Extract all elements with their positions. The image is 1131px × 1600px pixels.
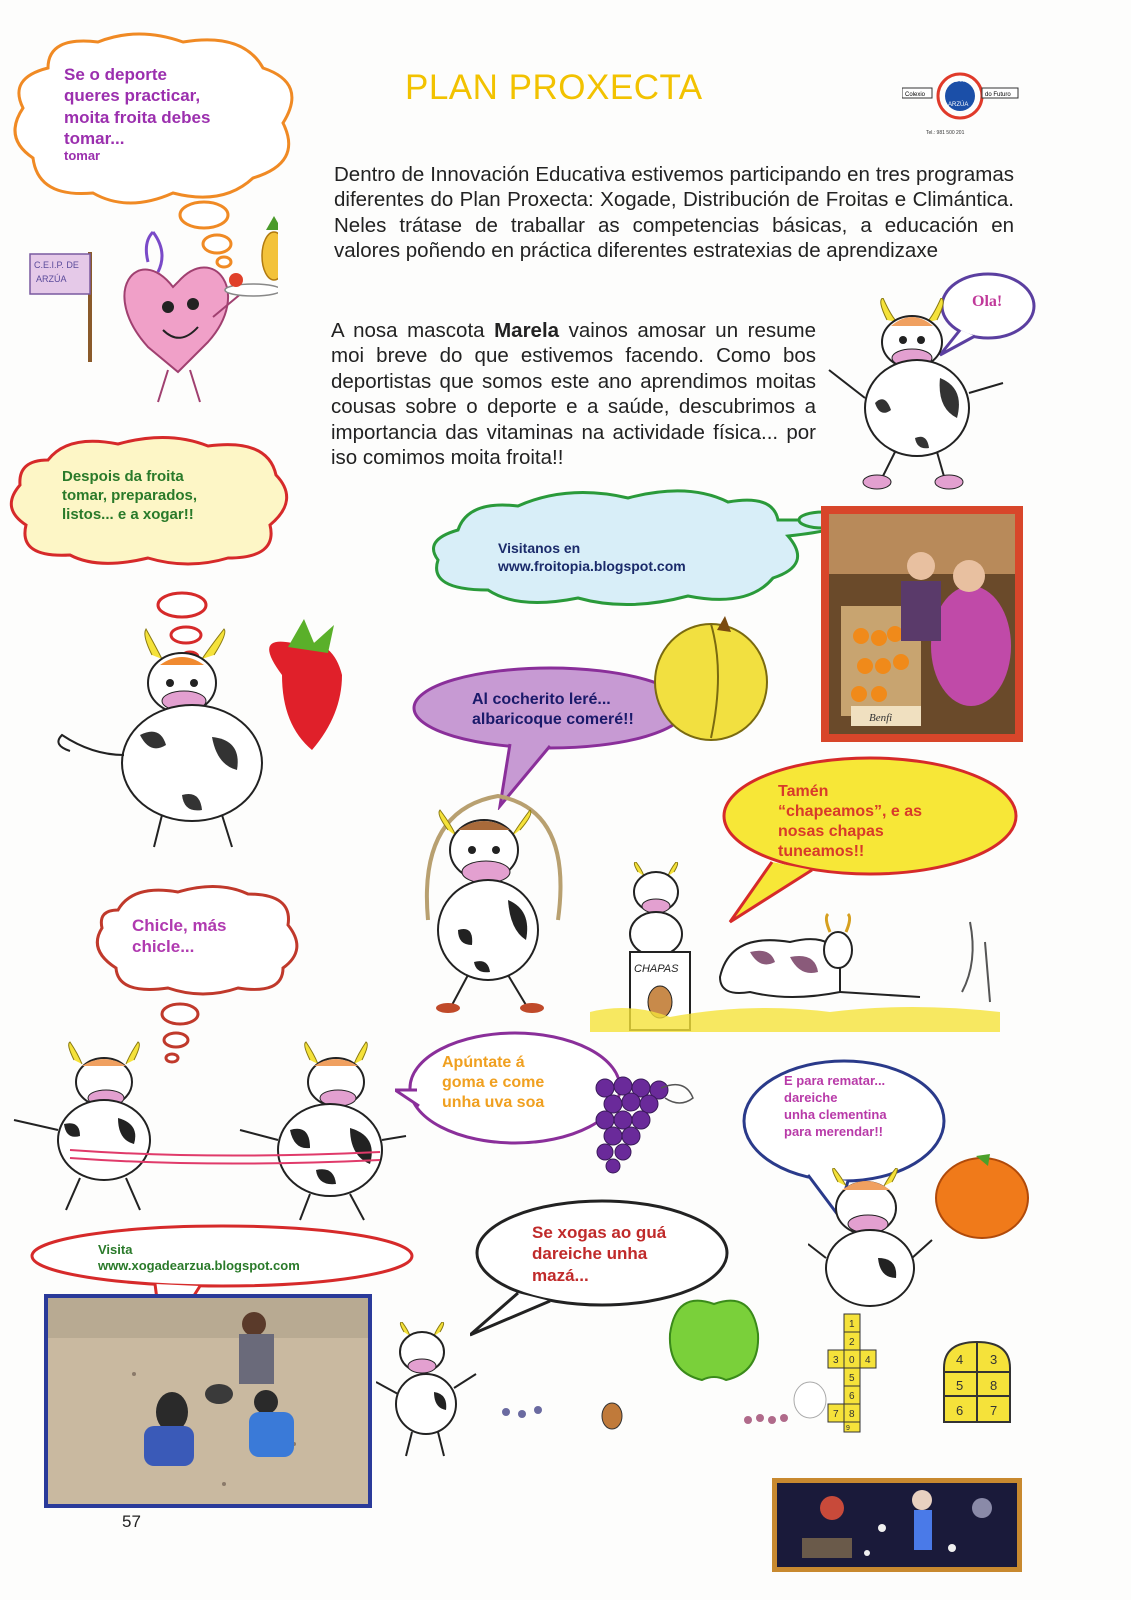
mascot-text-before: A nosa mascota	[331, 319, 495, 342]
photo-collage-mural	[772, 1478, 1022, 1572]
bubble-goma-text: Apúntate á goma e come unha uva soa	[442, 1054, 545, 1111]
bubble-rematar-text: E para rematar... dareiche unha clementina para merendar!!	[784, 1073, 887, 1139]
logo-right-text: do Futuro	[985, 92, 1011, 98]
cow-strawberry-drawing	[42, 615, 362, 865]
bubble-deporte-text: Se o deporte queres practicar, moita froita debes tomar... tomar	[64, 65, 211, 163]
hop2-num-4: 4	[956, 1352, 964, 1367]
photo-fruit-distribution	[821, 506, 1023, 742]
benfi-label: Benfi	[869, 712, 893, 724]
hop2-num-8: 8	[990, 1378, 998, 1393]
hop-num-2: 2	[849, 1337, 855, 1348]
mascot-paragraph	[331, 318, 816, 470]
logo-top-text: C.E.I.P.	[950, 78, 967, 84]
flag-text-2: ARZÚA	[36, 274, 67, 284]
bubble-chicle-text: Chicle, más chicle...	[132, 916, 227, 957]
chapas-cows-drawing	[590, 862, 1010, 1032]
logo-center-text: ARZÚA	[948, 102, 969, 108]
page-title: PLAN PROXECTA	[405, 68, 703, 107]
hop-num-7: 7	[833, 1409, 839, 1420]
intro-paragraph: Dentro de Innovación Educativa estivemos participando en tres programas diferentes do Plan Proxecta: Xogade, Distribución de Froitas e Climántica. Neles trátase de traballar as competencias básicas, a educación en valores poñendo en práctica diferentes estratexias de aprendizaxe	[334, 163, 1014, 263]
hop-num-3: 3	[833, 1355, 839, 1366]
hop2-num-3: 3	[990, 1352, 998, 1367]
hopscotch-grid-drawing	[940, 1338, 1015, 1426]
bubble-visita-text: Visita www.xogadearzua.blogspot.com	[98, 1242, 300, 1274]
hop2-num-7: 7	[990, 1403, 998, 1418]
bubble-despois-text: Despois da froita tomar, preparados, listos... e a xogar!!	[62, 468, 198, 523]
flag-text-1: C.E.I.P. DE	[34, 260, 79, 270]
chapas-label: CHAPAS	[634, 963, 679, 975]
logo-left-text: Colexio	[905, 92, 926, 98]
hop-num-0: 0	[849, 1355, 855, 1366]
bubble-visitanos-text: Visitanos en www.froitopia.blogspot.com	[498, 540, 686, 574]
apricot-drawing	[645, 612, 775, 742]
marbles-drawing	[740, 1360, 840, 1430]
mascot-text-after: vainos amosar un resume moi breve do que estivemos facendo. Como bos deportistas que somos este ano aprendimos moitas cousas sobre o deporte e a saúde, descubrimos a importancia das vitaminas na actividade física... por iso comimos moita froita!!	[331, 319, 816, 470]
hop-num-8: 8	[849, 1409, 855, 1420]
hop-num-9: 9	[846, 1425, 850, 1432]
cow-jumping-rope-drawing	[408, 790, 578, 1015]
logo-phone-text: Tel.: 981 500 201	[926, 130, 965, 136]
bubble-ola-text: Ola!	[972, 293, 1003, 310]
bubble-xogas-text: Se xogas ao guá dareiche unha mazá...	[532, 1223, 667, 1285]
hop2-num-6: 6	[956, 1403, 964, 1418]
bubble-tamen-text: Tamén “chapeamos”, e as nosas chapas tuneamos!!	[778, 783, 923, 860]
school-logo	[902, 68, 1020, 138]
cow-mascot-drawing-ola	[825, 298, 1015, 493]
cows-goma-drawing	[10, 1040, 410, 1230]
hop-num-4: 4	[865, 1355, 871, 1366]
hop-num-1: 1	[849, 1319, 855, 1330]
grapes-drawing	[585, 1068, 700, 1178]
cow-marbles-drawing	[376, 1322, 646, 1462]
heart-character-drawing	[28, 212, 278, 412]
hop-num-5: 5	[849, 1373, 855, 1384]
bubble-cocherito-text: Al cocherito leré... albaricoque comeré!!	[472, 691, 634, 728]
page-number: 57	[122, 1512, 141, 1531]
hop-num-6: 6	[849, 1391, 855, 1402]
photo-children-playing	[44, 1294, 372, 1508]
hop2-num-5: 5	[956, 1378, 964, 1393]
mascot-name: Marela	[494, 319, 560, 342]
